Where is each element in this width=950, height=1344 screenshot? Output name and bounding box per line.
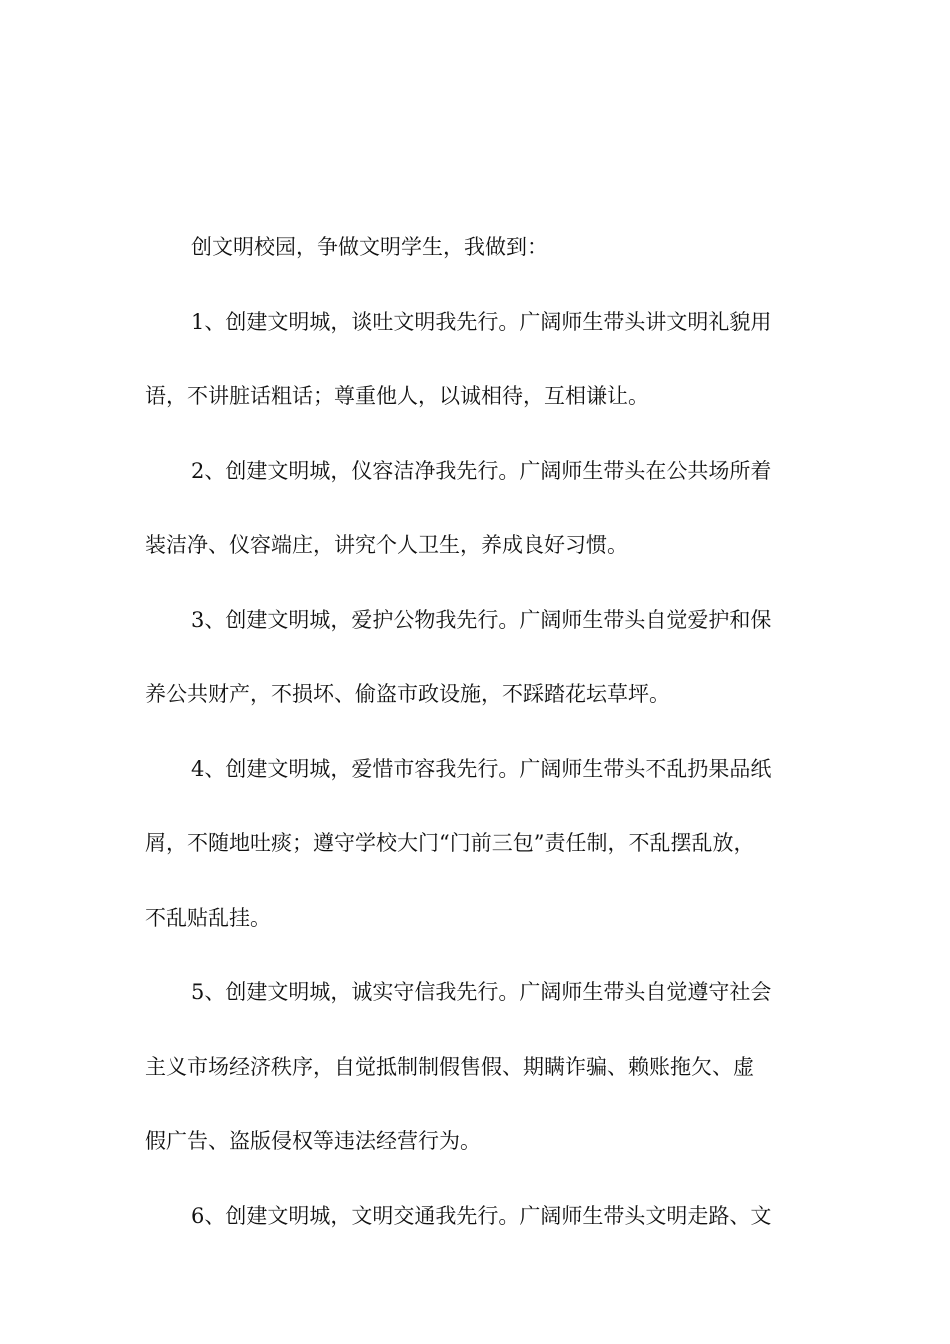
document-body <box>145 210 835 1253</box>
item-3-line-1: 3、创建文明城，爱护公物我先行。广阔师生带头自觉爱护和保 <box>191 607 772 632</box>
intro-line: 创文明校园，争做文明学生，我做到： <box>191 235 548 259</box>
item-3-line-2: 养公共财产，不损坏、偷盗市政设施，不踩踏花坛草坪。 <box>145 682 670 706</box>
item-1-line-2: 语，不讲脏话粗话；尊重他人，以诚相待，互相谦让。 <box>145 384 649 408</box>
item-6-line-1: 6、创建文明城，文明交通我先行。广阔师生带头文明走路、文 <box>191 1203 772 1228</box>
item-2-line-1: 2、创建文明城，仪容洁净我先行。广阔师生带头在公共场所着 <box>191 458 772 483</box>
item-5-line-2: 主义市场经济秩序，自觉抵制制假售假、期瞒诈骗、赖账拖欠、虚 <box>145 1054 754 1079</box>
item-5-line-1: 5、创建文明城，诚实守信我先行。广阔师生带头自觉遵守社会 <box>191 980 772 1004</box>
item-4-line-2: 屑，不随地吐痰；遵守学校大门“门前三包”责任制，不乱摆乱放， <box>145 831 755 855</box>
item-1-line-1: 1、创建文明城，谈吐文明我先行。广阔师生带头讲文明礼貌用 <box>191 309 772 334</box>
item-4-line-3: 不乱贴乱挂。 <box>145 905 271 930</box>
item-4-line-1: 4、创建文明城，爱惜市容我先行。广阔师生带头不乱扔果品纸 <box>191 756 772 781</box>
item-2-line-2: 装洁净、仪容端庄，讲究个人卫生，养成良好习惯。 <box>145 533 628 557</box>
item-5-line-3: 假广告、盗版侵权等违法经营行为。 <box>145 1129 481 1153</box>
